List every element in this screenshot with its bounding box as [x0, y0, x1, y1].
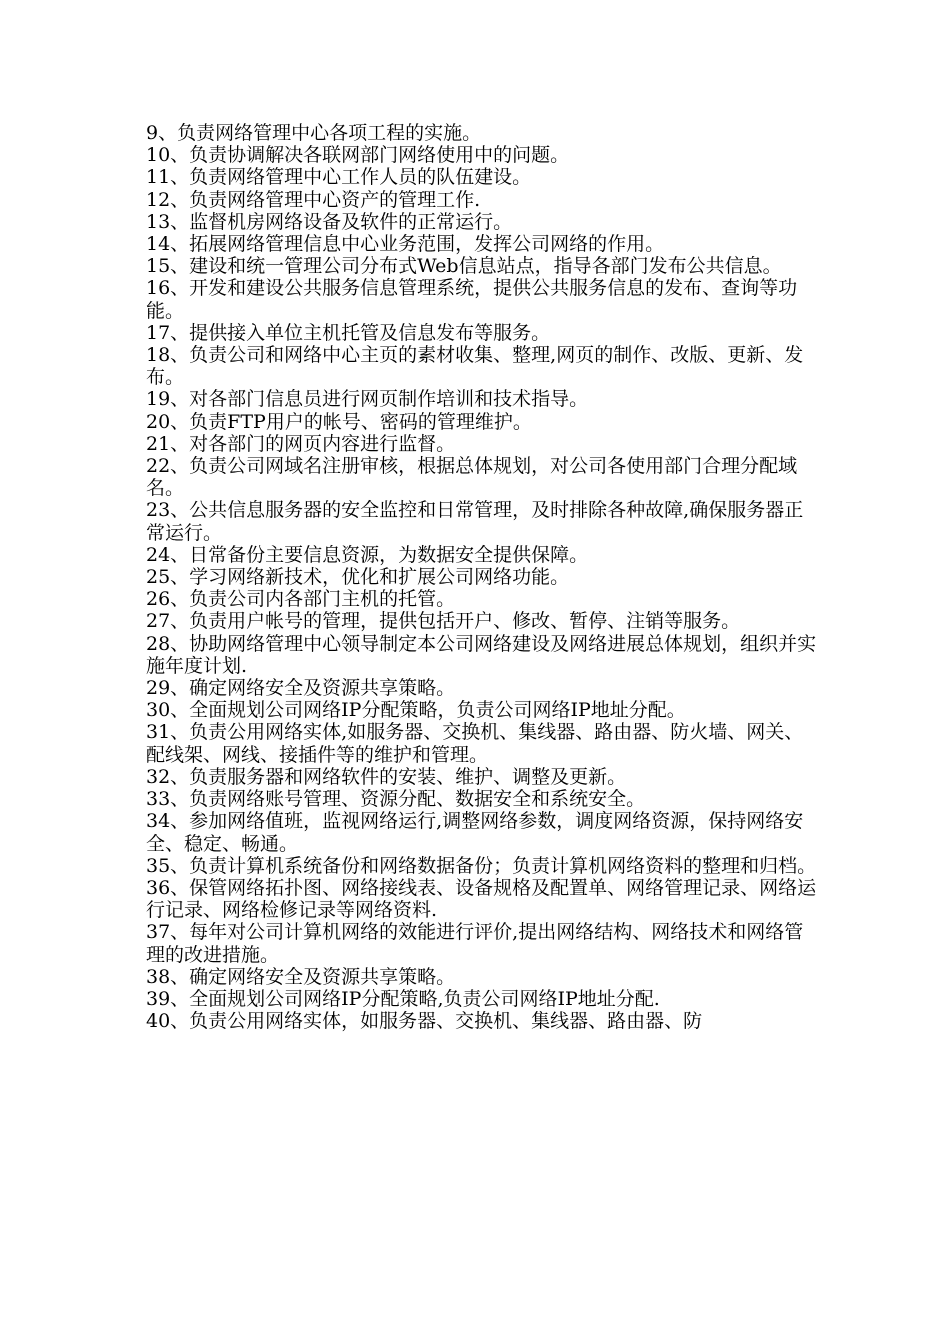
list-item: 32、负责服务器和网络软件的安装、维护、调整及更新。 [146, 765, 627, 788]
list-item: 29、确定网络安全及资源共享策略。 [146, 677, 456, 700]
list-item: 23、公共信息服务器的安全监控和日常管理，及时排除各种故障,确保服务器正常运行。 [146, 499, 804, 544]
list-item: 40、负责公用网络实体，如服务器、交换机、集线器、路由器、防 [146, 1010, 703, 1033]
list-item: 27、负责用户帐号的管理，提供包括开户、修改、暂停、注销等服务。 [146, 610, 741, 633]
list-item: 26、负责公司内各部门主机的托管。 [146, 588, 456, 611]
list-item: 16、开发和建设公共服务信息管理系统，提供公共服务信息的发布、查询等功能。 [146, 277, 798, 322]
list-item: 25、学习网络新技术，优化和扩展公司网络功能。 [146, 566, 570, 589]
list-item: 9、负责网络管理中心各项工程的实施。 [146, 122, 482, 144]
list-item: 20、负责FTP用户的帐号、密码的管理维护。 [146, 410, 532, 433]
list-item: 12、负责网络管理中心资产的管理工作. [146, 188, 481, 211]
list-item: 19、对各部门信息员进行网页制作培训和技术指导。 [146, 388, 589, 411]
list-item: 35、负责计算机系统备份和网络数据备份；负责计算机网络资料的整理和归档。 [146, 854, 817, 877]
list-item: 28、协助网络管理中心领导制定本公司网络建设及网络进展总体规划，组织并实施年度计划. [146, 632, 817, 677]
list-item: 13、监督机房网络设备及软件的正常运行。 [146, 210, 513, 233]
list-item: 14、拓展网络管理信息中心业务范围，发挥公司网络的作用。 [146, 233, 665, 256]
list-item: 17、提供接入单位主机托管及信息发布等服务。 [146, 321, 551, 344]
list-item: 24、日常备份主要信息资源，为数据安全提供保障。 [146, 543, 589, 566]
list-item: 33、负责网络账号管理、资源分配、数据安全和系统安全。 [146, 788, 646, 811]
document-body [146, 122, 818, 1032]
list-item: 39、全面规划公司网络IP分配策略,负责公司网络IP地址分配. [146, 987, 660, 1010]
list-item: 37、每年对公司计算机网络的效能进行评价,提出网络结构、网络技术和网络管理的改进措施。 [146, 921, 804, 966]
list-item: 31、负责公用网络实体,如服务器、交换机、集线器、路由器、防火墙、网关、配线架、网线、接插件等的维护和管理。 [146, 721, 804, 766]
list-item: 11、负责网络管理中心工作人员的队伍建设。 [146, 166, 532, 189]
list-item: 10、负责协调解决各联网部门网络使用中的问题。 [146, 144, 570, 167]
list-item: 30、全面规划公司网络IP分配策略，负责公司网络IP地址分配。 [146, 699, 686, 722]
list-item: 15、建设和统一管理公司分布式Web信息站点，指导各部门发布公共信息。 [146, 255, 782, 278]
list-item: 22、负责公司网域名注册审核，根据总体规划，对公司各使用部门合理分配域名。 [146, 455, 798, 500]
list-item: 38、确定网络安全及资源共享策略。 [146, 965, 456, 988]
list-item: 36、保管网络拓扑图、网络接线表、设备规格及配置单、网络管理记录、网络运行记录、网络检修记录等网络资料. [146, 876, 817, 922]
list-item: 18、负责公司和网络中心主页的素材收集、整理,网页的制作、改版、更新、发布。 [146, 344, 804, 389]
list-item: 21、对各部门的网页内容进行监督。 [146, 432, 456, 455]
list-item: 34、参加网络值班，监视网络运行,调整网络参数，调度网络资源，保持网络安全、稳定、畅通。 [146, 810, 804, 855]
